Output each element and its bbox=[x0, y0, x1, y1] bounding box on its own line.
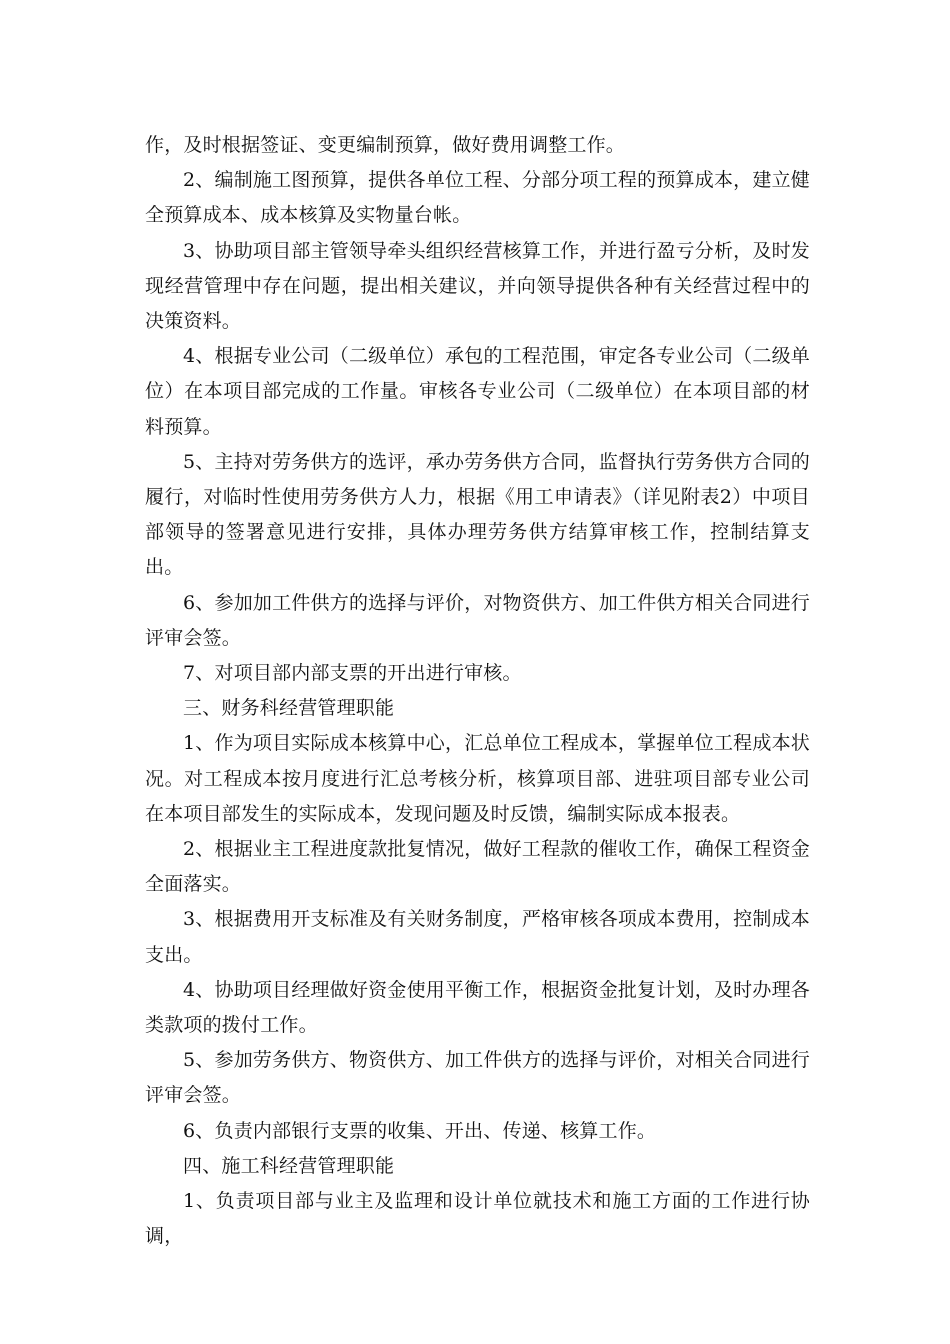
paragraph-continuation: 作，及时根据签证、变更编制预算，做好费用调整工作。 bbox=[145, 134, 626, 156]
paragraph-item-4: 4、根据专业公司（二级单位）承包的工程范围，审定各专业公司（二级单位）在本项目部完成的工作量。审核各专业公司（二级单位）在本项目部的材料预算。 bbox=[145, 345, 810, 438]
paragraph-item-3: 3、协助项目部主管领导牵头组织经营核算工作，并进行盈亏分析，及时发现经营管理中存在问题，提出相关建议，并向领导提供各种有关经营过程中的决策资料。 bbox=[145, 239, 810, 333]
paragraph-finance-5: 5、参加劳务供方、物资供方、加工件供方的选择与评价，对相关合同进行评审会签。 bbox=[145, 1049, 810, 1107]
paragraph-construction-1: 1、负责项目部与业主及监理和设计单位就技术和施工方面的工作进行协调， bbox=[145, 1190, 810, 1248]
paragraph-item-2: 2、编制施工图预算，提供各单位工程、分部分项工程的预算成本，建立健全预算成本、成本核算及实物量台帐。 bbox=[145, 169, 810, 227]
document-page bbox=[145, 128, 810, 1255]
section-heading-construction: 四、施工科经营管理职能 bbox=[183, 1154, 395, 1177]
paragraph-finance-4: 4、协助项目经理做好资金使用平衡工作，根据资金批复计划，及时办理各类款项的拨付工作。 bbox=[145, 978, 810, 1037]
paragraph-finance-3: 3、根据费用开支标准及有关财务制度，严格审核各项成本费用，控制成本支出。 bbox=[145, 908, 810, 966]
paragraph-finance-6: 6、负责内部银行支票的收集、开出、传递、核算工作。 bbox=[183, 1119, 657, 1142]
paragraph-finance-2: 2、根据业主工程进度款批复情况，做好工程款的催收工作，确保工程资金全面落实。 bbox=[145, 838, 810, 896]
paragraph-finance-1: 1、作为项目实际成本核算中心，汇总单位工程成本，掌握单位工程成本状况。对工程成本按月度进行汇总考核分析，核算项目部、进驻项目部专业公司在本项目部发生的实际成本，发现问题及时反馈，编制实际成本报表。 bbox=[145, 732, 810, 825]
paragraph-item-7: 7、对项目部内部支票的开出进行审核。 bbox=[183, 662, 522, 685]
paragraph-item-6: 6、参加加工件供方的选择与评价，对物资供方、加工件供方相关合同进行评审会签。 bbox=[145, 591, 810, 649]
section-heading-finance: 三、财务科经营管理职能 bbox=[183, 697, 395, 720]
paragraph-item-5: 5、主持对劳务供方的选评，承办劳务供方合同，监督执行劳务供方合同的履行，对临时性使用劳务供方人力，根据《用工申请表》（详见附表2）中项目部领导的签署意见进行安排，具体办理劳务供方结算审核工作，控制结算支出。 bbox=[145, 450, 810, 579]
